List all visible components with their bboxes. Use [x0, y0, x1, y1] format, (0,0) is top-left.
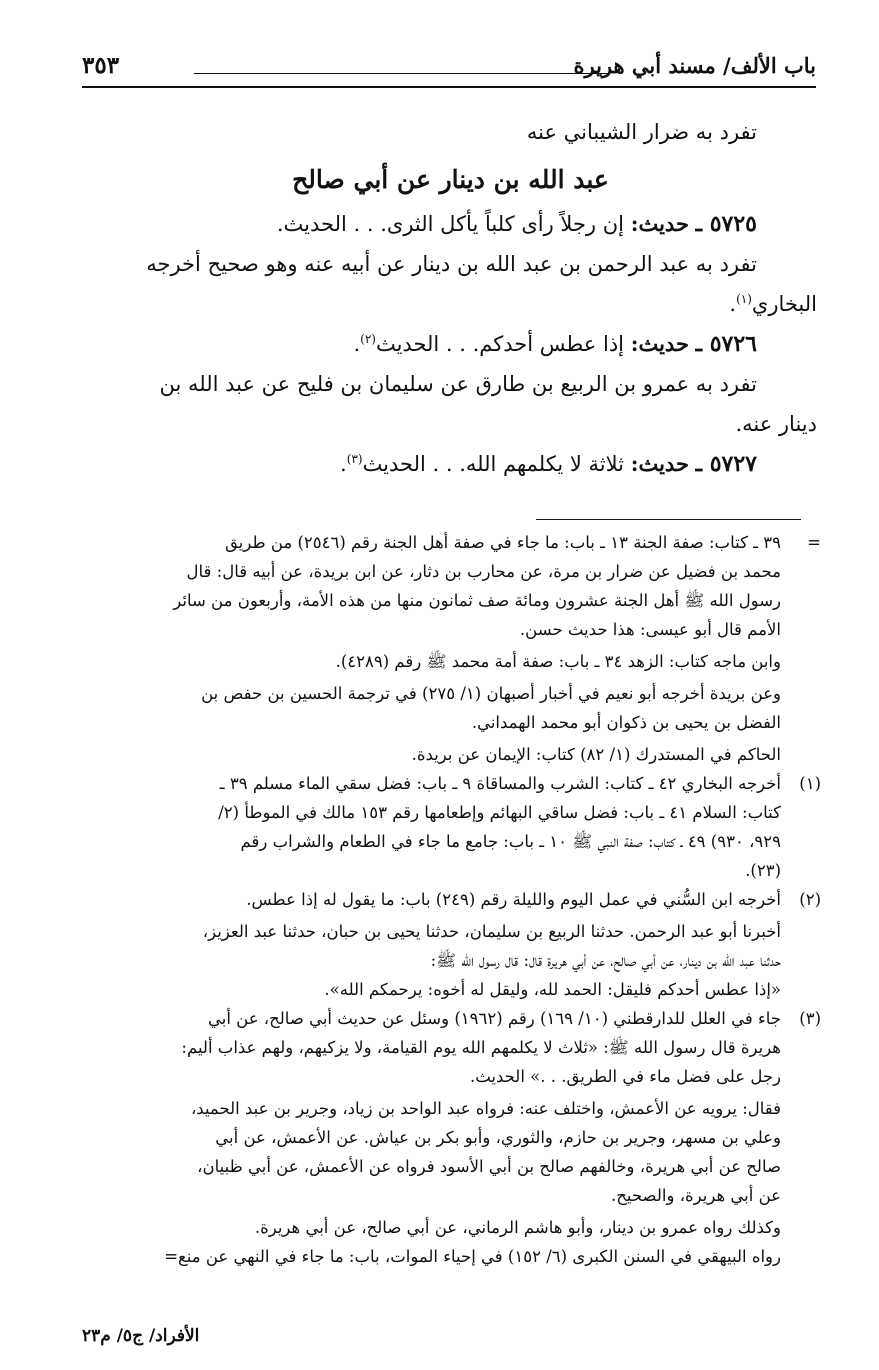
footnote-line: محمد بن فضيل عن ضرار بن مرة، عن محارب بن دثار، عن ابن بريدة، عن أبيه قال: قال	[186, 562, 781, 581]
footnote-line: الحاكم في المستدرك (١/ ٨٢) كتاب: الإيمان عن بريدة.	[411, 745, 781, 764]
footnote-separator	[536, 519, 801, 520]
main-text	[84, 112, 817, 484]
page-header	[82, 48, 816, 84]
page-number: ٣٥٣	[82, 52, 120, 79]
footnote-3	[80, 1004, 821, 1271]
footnote-line: الأمم قال أبو عيسى: هذا حديث حسن.	[519, 620, 781, 639]
commentary-line: تفرد به عمرو بن الربيع بن طارق عن سليمان بن فليح عن عبد الله بن	[159, 372, 757, 396]
footnote-line: وعلي بن مسهر، وجرير بن حازم، والثوري، وأبو بكر بن عياش. عن الأعمش، عن أبي	[215, 1128, 781, 1147]
continuation-mark: =	[807, 533, 821, 552]
footnote-line: كتاب: السلام ٤١ ـ باب: فضل ساقي البهائم وإطعامها رقم ١٥٣ مالك في الموطأ (٢/	[218, 803, 781, 822]
hadith-entry-5726	[84, 324, 817, 364]
footnote-ref: (٣)	[346, 452, 363, 466]
intro-line: تفرد به ضرار الشيباني عنه	[526, 120, 757, 144]
hadith-entry-5727	[84, 444, 817, 484]
footnote-ref: (٢)	[360, 332, 376, 346]
footnote-line: الفضل بن يحيى بن ذكوان أبو محمد الهمداني.	[471, 713, 781, 732]
footnote-line: وعن بريدة أخرجه أبو نعيم في أخبار أصبهان (١/ ٢٧٥) في ترجمة الحسين بن حفص بن	[201, 684, 781, 703]
period: .	[353, 332, 361, 356]
footnote-ref: (١)	[736, 292, 752, 306]
hadith-number: ٥٧٢٦ ـ	[695, 331, 757, 357]
footnote-line: أخرجه البخاري ٤٢ ـ كتاب: الشرب والمساقاة ٩ ـ باب: فضل سقي الماء مسلم ٣٩ ـ	[219, 774, 781, 793]
footnote-line: رواه البيهقي في السنن الكبرى (٦/ ١٥٢) في إحياء الموات، باب: ما جاء في النهي عن منع=	[164, 1247, 781, 1266]
hadith-number: ٥٧٢٧ ـ	[695, 451, 757, 477]
hadith-text: ثلاثة لا يكلمهم الله. . . الحديث	[362, 452, 625, 476]
commentary-paragraph-2	[84, 364, 817, 444]
footnote-line: وابن ماجه كتاب: الزهد ٣٤ ـ باب: صفة أمة محمد ﷺ رقم (٤٢٨٩).	[335, 652, 781, 671]
footnote-line: رسول الله ﷺ أهل الجنة عشرون ومائة صف ثمانون منها من هذه الأمة، وأربعون من سائر	[173, 591, 781, 610]
running-title: باب الألف/ مسند أبي هريرة	[573, 53, 816, 78]
footnote-2	[80, 885, 821, 1004]
hadith-number: ٥٧٢٥ ـ	[695, 211, 757, 237]
commentary-line: تفرد به عبد الرحمن بن عبد الله بن دينار عن أبيه عنه وهو صحيح أخرجه	[146, 252, 757, 276]
hadith-label: حديث:	[630, 211, 689, 236]
footnote-line: (٢٣).	[745, 861, 781, 880]
header-divider	[82, 86, 816, 88]
commentary-line	[84, 284, 817, 324]
period: .	[729, 292, 737, 316]
footnote-number: (٣)	[799, 1009, 821, 1028]
footnote-line: «إذا عطس أحدكم فليقل: الحمد لله، وليقل له أخوه: يرحمكم الله».	[324, 980, 781, 999]
footnote-line: فقال: يرويه عن الأعمش، واختلف عنه: فرواه عبد الواحد بن زياد، وجرير بن عبد الحميد،	[190, 1099, 781, 1118]
hadith-text: إن رجلاً رأى كلباً يأكل الثرى. . . الحديث.	[276, 212, 625, 236]
footnote-1	[80, 769, 821, 885]
footnote-number: (١)	[799, 774, 821, 793]
footnotes	[80, 528, 821, 1271]
footnote-line: أخرجه ابن السُّني في عمل اليوم والليلة رقم (٢٤٩) باب: ما يقول له إذا عطس.	[246, 890, 781, 909]
commentary-line: دينار عنه.	[735, 412, 817, 436]
footnote-line: هريرة قال رسول الله ﷺ: «ثلاث لا يكلمهم الله يوم القيامة، ولا يزكيهم، ولهم عذاب أليم:	[181, 1038, 781, 1057]
footnote-number: (٢)	[799, 890, 821, 909]
period: .	[340, 452, 347, 476]
hadith-entry-5725	[84, 204, 817, 244]
footnote-line: ٩٢٩، ٩٣٠) ٤٩ ـ كتاب: صفة النبي ﷺ ١٠ ـ باب: جامع ما جاء في الطعام والشراب رقم	[240, 832, 781, 851]
footnote-line: رجل على فضل ماء في الطريق. . .» الحديث.	[469, 1067, 781, 1086]
footnote-line: أخبرنا أبو عبد الرحمن. حدثنا الربيع بن سليمان، حدثنا يحيى بن حبان، حدثنا عبد العزيز،	[202, 922, 781, 941]
footnote-line: عن أبي هريرة، والصحيح.	[611, 1186, 781, 1205]
commentary-paragraph-1	[84, 244, 817, 324]
printer-signature: الأفراد/ ج٥/ م٢٣	[82, 1326, 200, 1346]
hadith-label: حديث:	[630, 451, 689, 476]
footnote-line: حدثنا عبد الله بن دينار، عن أبي صالح، عن أبي هريرة قال: قال رسول الله ﷺ:	[430, 951, 781, 970]
commentary-text: البخاري	[751, 292, 817, 316]
footnote-line: جاء في العلل للدارقطني (١٠/ ١٦٩) رقم (١٩٦٢) وسئل عن حديث أبي صالح، عن أبي	[207, 1009, 781, 1028]
hadith-label: حديث:	[630, 331, 689, 356]
section-title: عبد الله بن دينار عن أبي صالح	[292, 165, 609, 194]
footnote-continued	[80, 528, 821, 769]
footnote-line: صالح عن أبي هريرة، وخالفهم صالح بن أبي الأسود فرواه عن الأعمش، عن أبي ظبيان،	[197, 1157, 781, 1176]
header-leader-line	[194, 73, 608, 74]
hadith-text: إذا عطس أحدكم. . . الحديث	[375, 332, 625, 356]
footnote-line: وكذلك رواه عمرو بن دينار، وأبو هاشم الرماني، عن أبي صالح، عن أبي هريرة.	[254, 1218, 781, 1237]
footnote-line: ٣٩ ـ كتاب: صفة الجنة ١٣ ـ باب: ما جاء في صفة أهل الجنة رقم (٢٥٤٦) من طريق	[225, 533, 781, 552]
